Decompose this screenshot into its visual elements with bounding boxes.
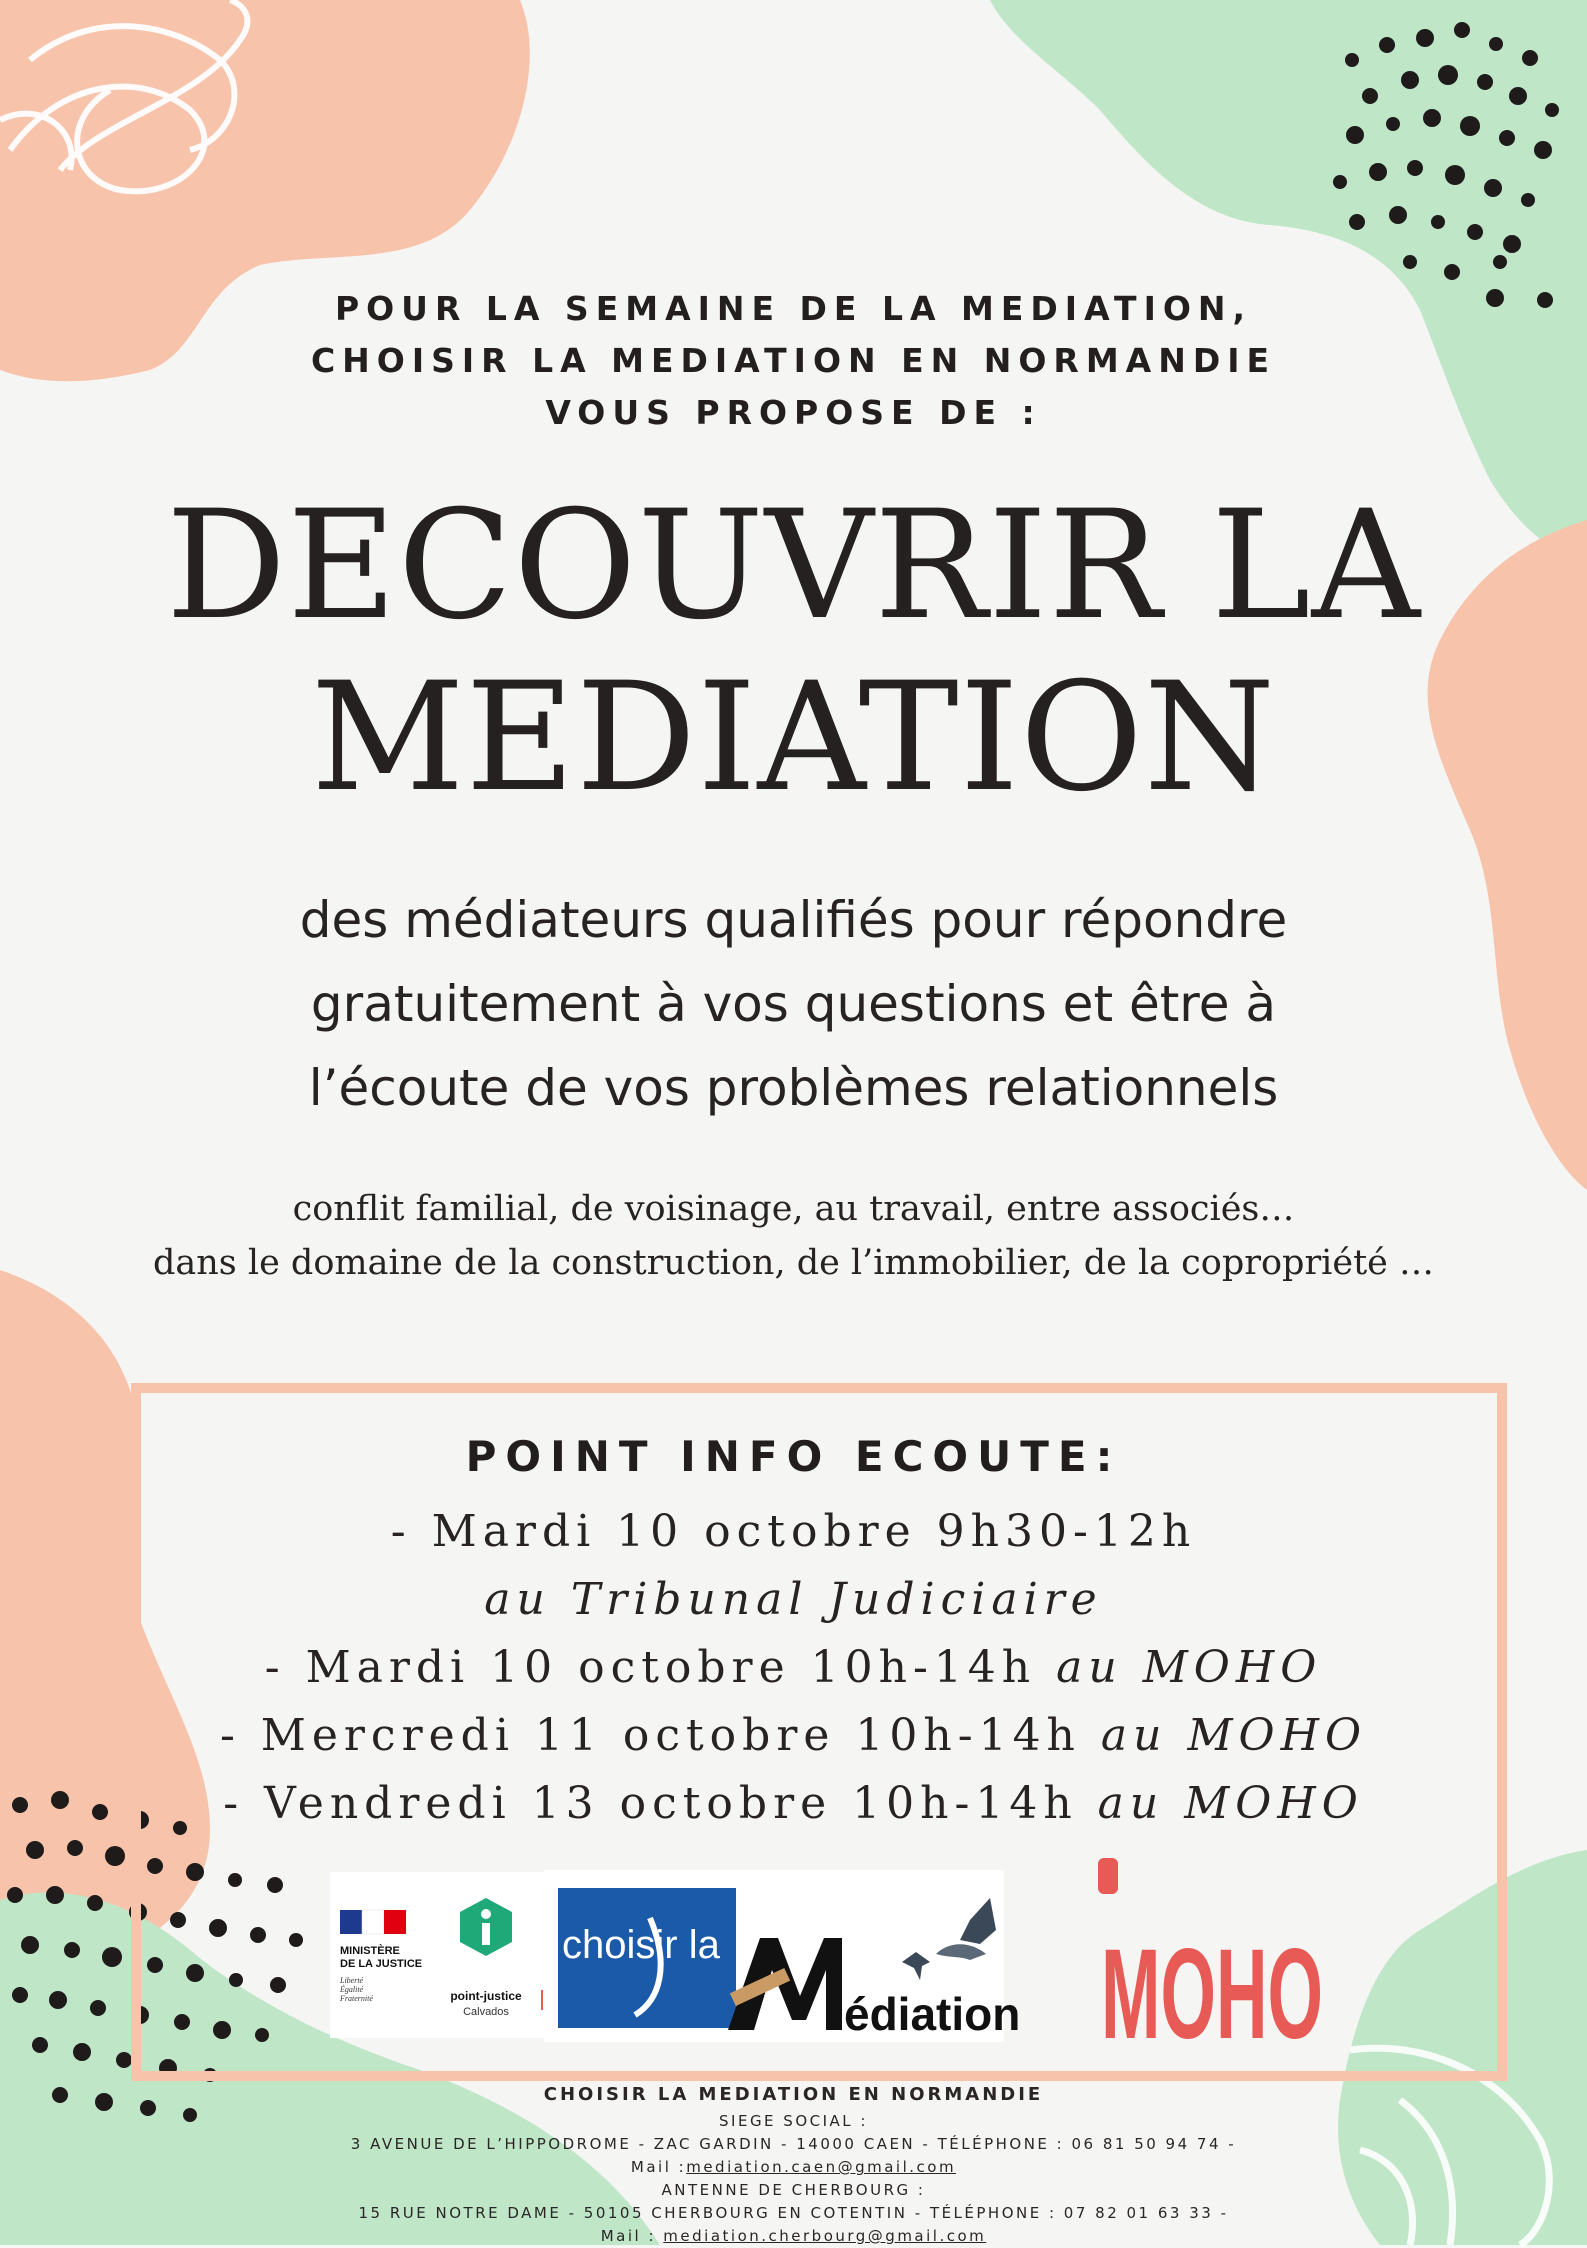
point-justice-region: Calvados	[463, 2006, 509, 2018]
intro-line-2: CHOISIR LA MEDIATION EN NORMANDIE	[310, 341, 1277, 380]
title-line-2: MEDIATION	[310, 651, 1277, 825]
motto-1: Liberté	[340, 1976, 364, 1985]
logos-row	[330, 1870, 1323, 2066]
schedule-item-4: - Vendredi 13 octobre 10h-14h au MOHO	[223, 1778, 1364, 1829]
subtitle-line-2: gratuitement à vos questions et être à	[310, 975, 1277, 1033]
footer-title: CHOISIR LA MEDIATION EN NORMANDIE	[543, 2084, 1044, 2105]
footer	[0, 2080, 1587, 2248]
choisir-la-text: choisir la	[562, 1923, 720, 1967]
schedule-list	[0, 1498, 1587, 1838]
point-info-title: POINT INFO ECOUTE:	[465, 1432, 1122, 1481]
motto-3: Fraternité	[340, 1994, 373, 2003]
main-title	[0, 480, 1587, 824]
mediation-text: édiation	[844, 1988, 1021, 2040]
footer-antenne-address: 15 RUE NOTRE DAME - 50105 CHERBOURG EN COTENTIN - TÉLÉPHONE : 07 82 01 63 33 -	[358, 2204, 1229, 2222]
footer-antenne-label: ANTENNE DE CHERBOURG :	[661, 2181, 926, 2199]
point-justice-name: point-justice	[450, 1989, 522, 2003]
email-link-cherbourg[interactable]: mediation.cherbourg@gmail.com	[663, 2227, 987, 2245]
footer-siege-label: SIEGE SOCIAL :	[719, 2112, 868, 2130]
footer-siege-address: 3 AVENUE DE L’HIPPODROME - ZAC GARDIN - 14000 CAEN - TÉLÉPHONE : 06 81 50 94 74 -	[350, 2135, 1237, 2153]
schedule-item-2: - Mardi 10 octobre 10h-14h au MOHO	[264, 1642, 1323, 1693]
motto-2: Égalité	[340, 1985, 364, 1994]
subtitle-line-1: des médiateurs qualifiés pour répondre	[299, 891, 1288, 949]
schedule-item-3: - Mercredi 11 octobre 10h-14h au MOHO	[219, 1710, 1368, 1761]
context-line-1: conflit familial, de voisinage, au travail, entre associés…	[292, 1189, 1295, 1229]
schedule-item-1: - Mardi 10 octobre 9h30-12h	[390, 1506, 1197, 1557]
email-link-caen[interactable]: mediation.caen@gmail.com	[686, 2158, 957, 2176]
footer-mail-cherbourg: Mail : mediation.cherbourg@gmail.com	[600, 2227, 987, 2245]
ministere-line-2: DE LA JUSTICE	[340, 1958, 423, 1970]
title-line-1: DECOUVRIR LA	[166, 479, 1421, 653]
intro-line-3: VOUS PROPOSE DE :	[545, 393, 1042, 432]
intro-line-1: POUR LA SEMAINE DE LA MEDIATION,	[334, 289, 1253, 328]
footer-mail-caen: Mail :mediation.caen@gmail.com	[630, 2158, 957, 2176]
subtitle-line-3: l’écoute de vos problèmes relationnels	[308, 1059, 1279, 1117]
context-line-2: dans le domaine de la construction, de l’immobilier, de la copropriété …	[152, 1243, 1434, 1283]
schedule-item-1-place: au Tribunal Judiciaire	[484, 1574, 1103, 1625]
context-text	[0, 1182, 1587, 1290]
subtitle	[0, 878, 1587, 1130]
moho-text: MOHO	[1101, 1923, 1323, 2066]
intro-heading	[0, 283, 1587, 439]
ministere-line-1: MINISTÈRE	[340, 1945, 400, 1957]
green-blob-top-right	[990, 0, 1587, 560]
choisir-la-mediation-logo	[544, 1870, 1020, 2042]
moho-logo	[1098, 1858, 1323, 2066]
